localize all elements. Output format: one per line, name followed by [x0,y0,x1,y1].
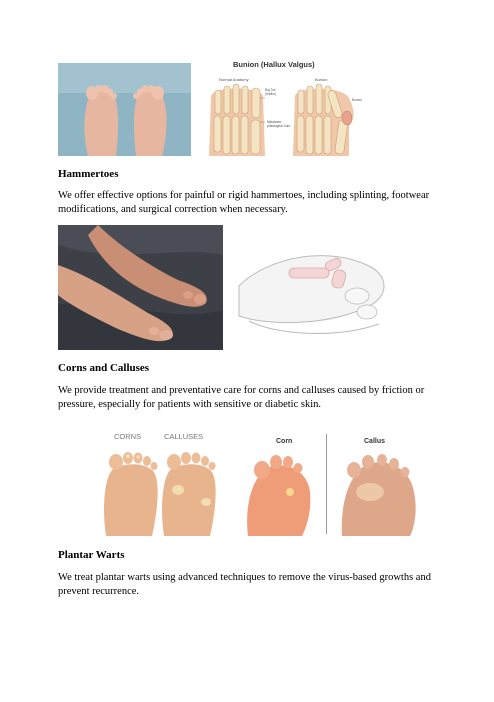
section-body-plantar-warts: We treat plantar warts using advanced techniques to remove the virus-based growths and prevent recurrence. [58,572,431,597]
label-callus: Callus [364,438,386,445]
bunion-diagram-normal-label: Normal Anatomy [219,77,249,82]
bunion-diagram-bunion-label: Bunion [315,77,328,82]
corns-calluses-illustration [102,432,220,536]
section-body-hammertoes: We offer effective options for painful or rigid hammertoes, including splinting, footwear modifications, and surgical correction when necessary. [58,190,430,215]
label-corn: Corn [276,438,293,445]
label-calluses: CALLUSES [164,432,204,441]
bunion-diagram-bunion-callout: Bunion [352,98,362,102]
hammertoes-photo [58,225,223,350]
bunion-diagram-title: Bunion (Hallux Valgus) [233,60,315,69]
bunion-diagram [203,58,368,156]
section-body-corns-calluses: We provide treatment and preventative care for corns and calluses caused by friction or pressure, especially for patients with sensitive or diabetic skin. [58,385,425,410]
bunion-feet-photo [58,63,191,156]
label-corns: CORNS [114,432,142,441]
section-title-hammertoes: Hammertoes [58,168,119,180]
section-title-corns-calluses: Corns and Calluses [58,362,150,374]
bunion-diagram-bigtoe-label: Big Toe (Hallux) [265,88,276,96]
bunion-diagram-joint-label: Metatarso-phalangeal Joint [267,120,291,128]
section-title-plantar-warts: Plantar Warts [58,549,125,561]
hammertoes-illustration [229,226,394,350]
corn-callus-photos [242,432,420,536]
